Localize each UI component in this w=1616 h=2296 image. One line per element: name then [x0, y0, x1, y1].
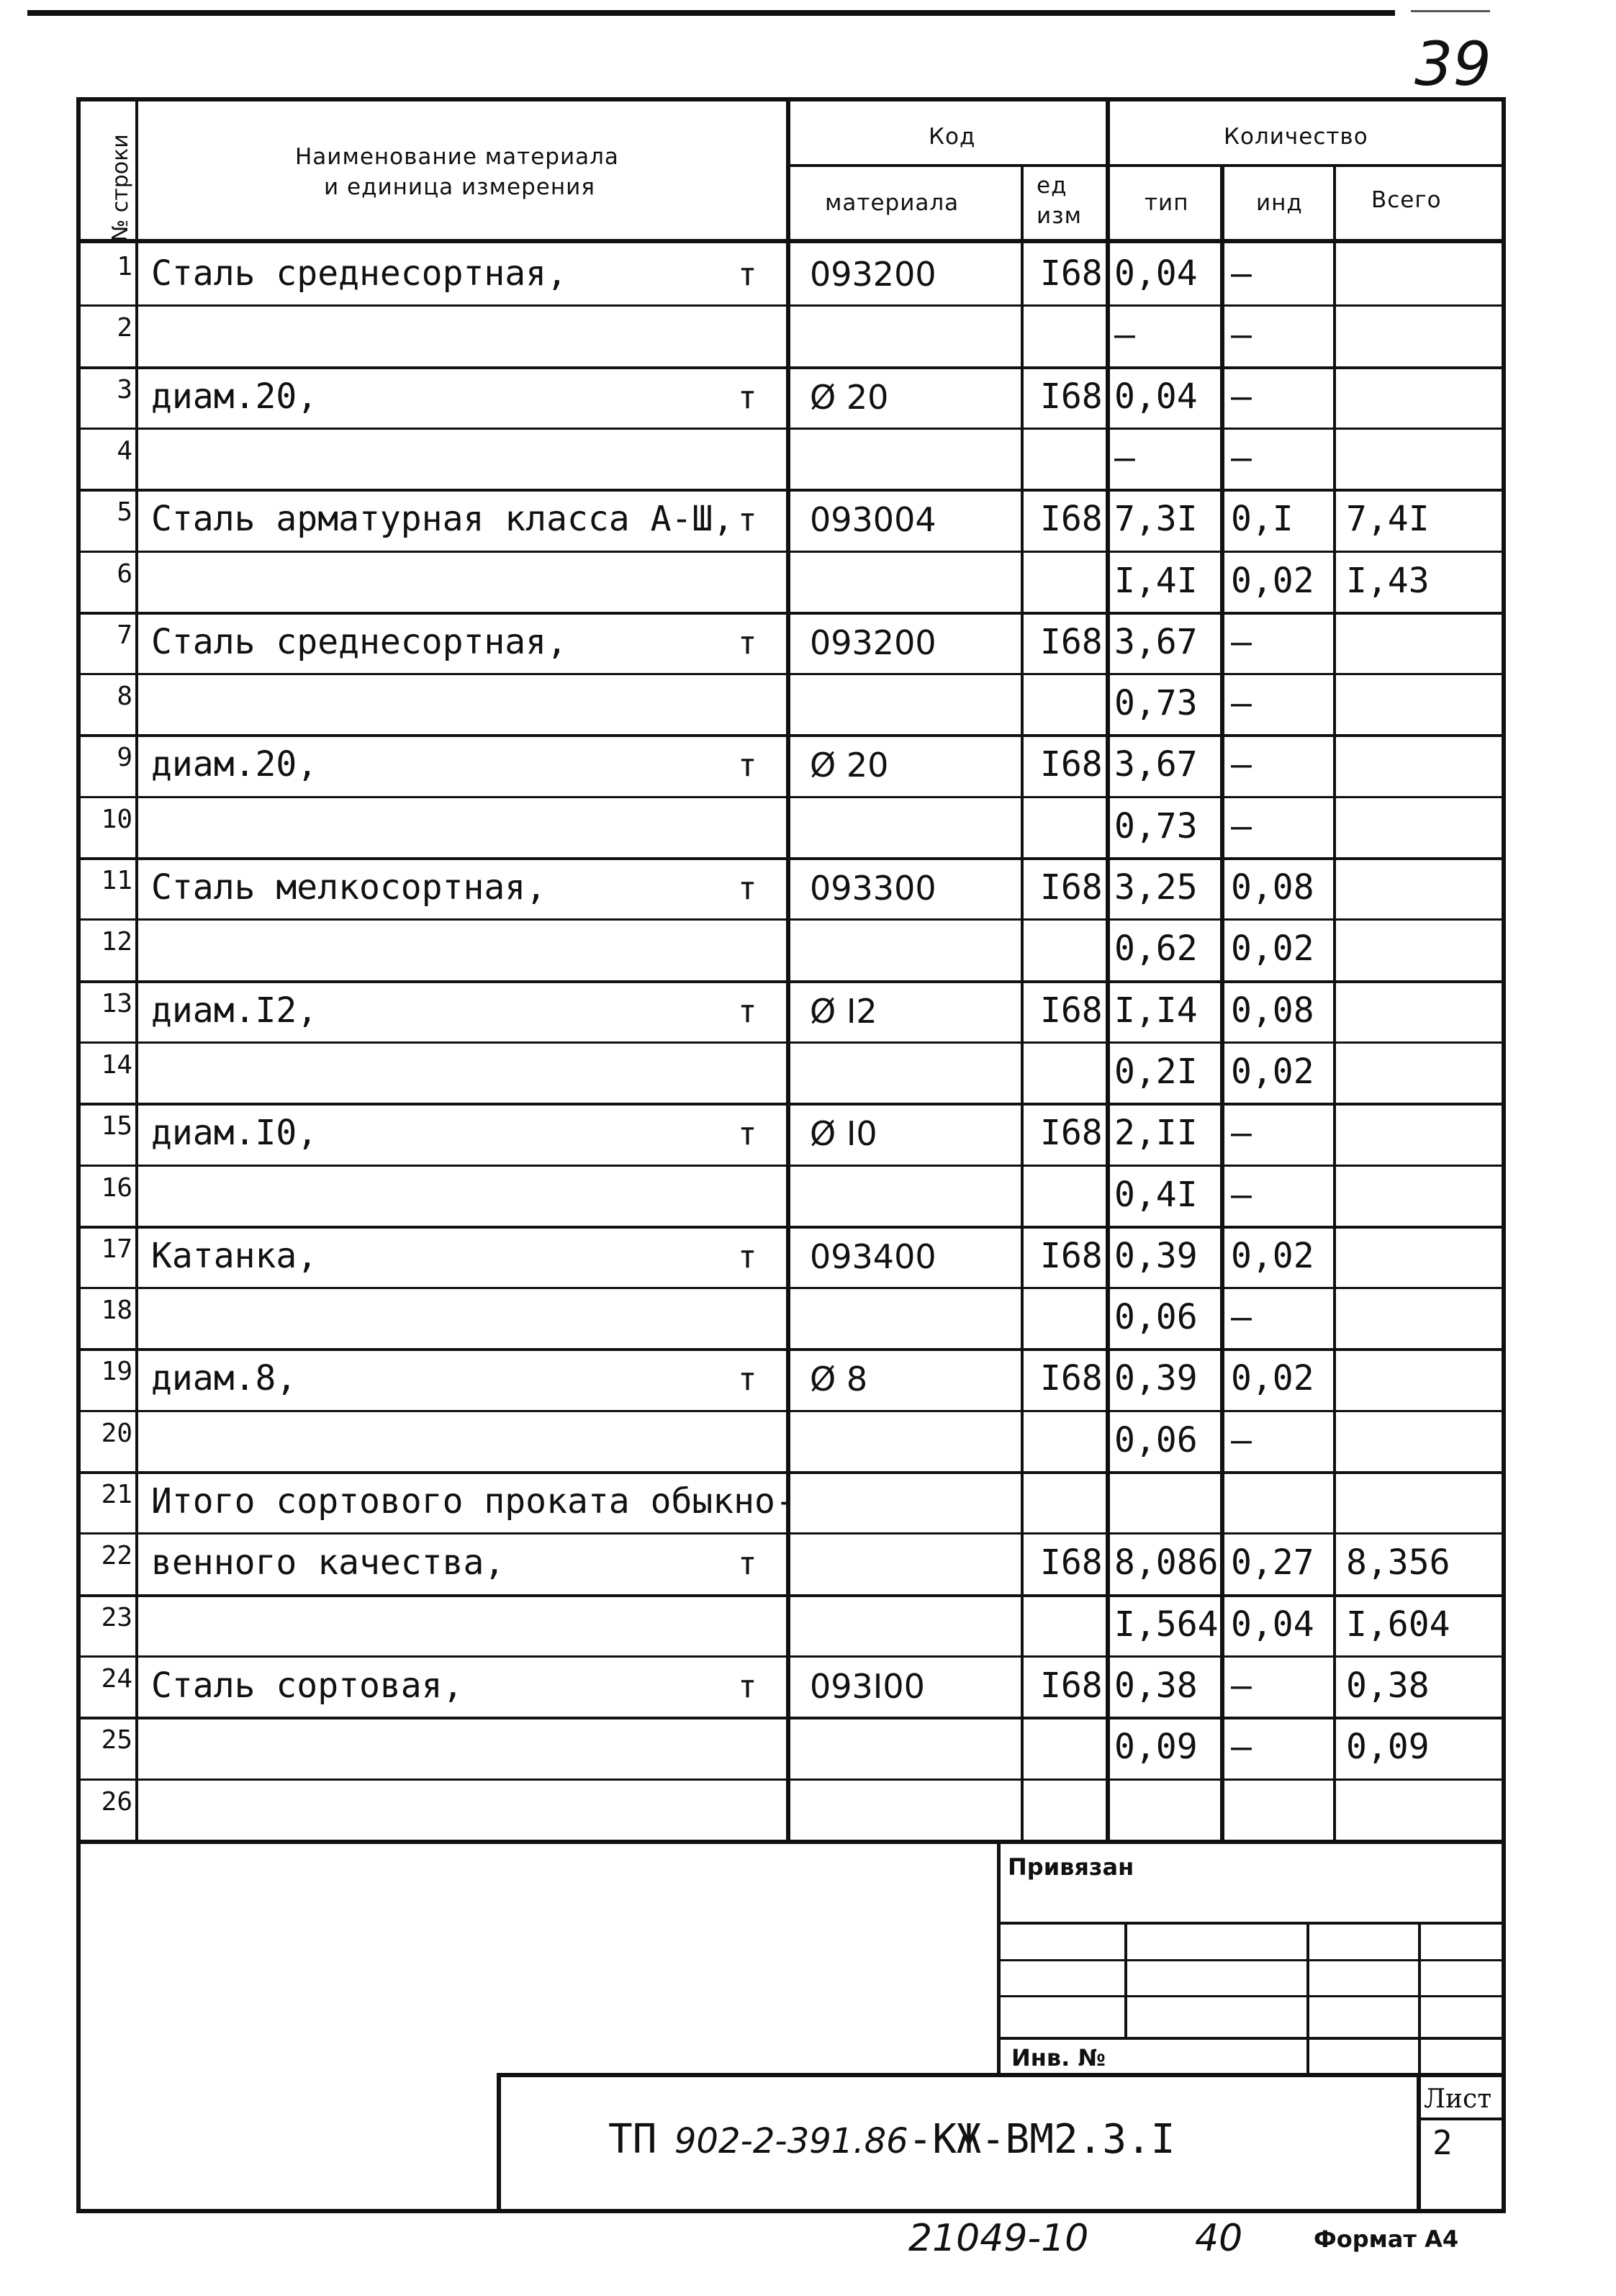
header-qty-ind: инд — [1256, 190, 1303, 216]
cell-code: 093004 — [810, 500, 936, 539]
row-divider — [76, 1471, 1506, 1474]
header-code-unit-l2: изм — [1037, 203, 1083, 229]
cell-typ: I,564 — [1114, 1604, 1219, 1645]
cell-name: Катанка, — [151, 1236, 318, 1276]
cell-ind: – — [1231, 376, 1252, 417]
cell-ind: 0,02 — [1231, 928, 1314, 969]
cell-n: 23 — [101, 1603, 132, 1632]
cell-name: Сталь среднесортная, — [151, 622, 567, 662]
row-divider — [76, 366, 1506, 369]
line-sheet-left — [1417, 2073, 1421, 2213]
cell-ind: – — [1231, 622, 1252, 662]
cell-typ: I,4I — [1114, 561, 1198, 601]
line-sheet-mid — [1417, 2118, 1506, 2120]
cell-name: Сталь сортовая, — [151, 1665, 464, 1706]
cell-unit: т — [738, 625, 757, 661]
row-divider — [76, 551, 1506, 553]
cell-n: 8 — [117, 682, 132, 711]
line-table-bottom — [76, 1840, 1506, 1844]
cell-n: 11 — [101, 866, 132, 895]
cell-n: 26 — [101, 1787, 132, 1817]
cell-typ: 0,09 — [1114, 1727, 1198, 1767]
cell-n: 18 — [101, 1296, 132, 1325]
cell-unit: т — [738, 379, 757, 416]
cell-name: Сталь среднесортная, — [151, 253, 567, 294]
row-divider — [76, 1717, 1506, 1719]
cell-unit: т — [738, 1668, 757, 1705]
cell-ed: I68 — [1040, 253, 1103, 294]
cell-ind: – — [1231, 806, 1252, 846]
cell-ind: 0,08 — [1231, 990, 1314, 1031]
row-divider — [76, 1226, 1506, 1229]
line-stamp-1 — [997, 1922, 1506, 1925]
stamp-inv-label: Инв. № — [1011, 2044, 1106, 2071]
cell-ind: – — [1231, 1175, 1252, 1215]
cell-ed: I68 — [1040, 1665, 1103, 1706]
row-divider — [76, 1287, 1506, 1289]
cell-typ: 3,25 — [1114, 867, 1198, 908]
cell-name: диам.8, — [151, 1358, 297, 1398]
cell-ind: 0,I — [1231, 499, 1294, 539]
header-qty-total: Всего — [1371, 187, 1442, 213]
cell-typ: 0,04 — [1114, 253, 1198, 294]
cell-typ: 0,06 — [1114, 1420, 1198, 1460]
cell-unit: т — [738, 256, 757, 293]
line-stamp-v1 — [1124, 1922, 1127, 2037]
cell-ind: 0,02 — [1231, 1358, 1314, 1398]
cell-ed: I68 — [1040, 499, 1103, 539]
cell-code: Ø I2 — [810, 992, 877, 1031]
cell-typ: – — [1114, 315, 1135, 355]
cell-total: 7,4I — [1346, 499, 1430, 539]
doc-prefix: ТП — [608, 2116, 657, 2163]
cell-unit: т — [738, 1545, 757, 1582]
cell-ind: – — [1231, 744, 1252, 785]
row-divider — [76, 734, 1506, 737]
row-divider — [76, 1103, 1506, 1106]
line-title-top — [497, 2073, 1506, 2077]
cell-ind: 0,08 — [1231, 867, 1314, 908]
line-col-name — [786, 97, 790, 1843]
cell-ed: I68 — [1040, 867, 1103, 908]
cell-ind: – — [1231, 1665, 1252, 1706]
line-col-code — [1021, 164, 1024, 1843]
line-stamp-left — [997, 1840, 1001, 2077]
cell-code: 093300 — [810, 869, 936, 908]
cell-ed: I68 — [1040, 1542, 1103, 1583]
cell-ind: – — [1231, 683, 1252, 723]
cell-total: I,43 — [1346, 561, 1430, 601]
cell-n: 7 — [117, 620, 132, 650]
line-header-bottom — [76, 239, 1506, 243]
stamp-attached-label: Привязан — [1008, 1853, 1134, 1881]
cell-typ: 3,67 — [1114, 622, 1198, 662]
cell-n: 22 — [101, 1541, 132, 1570]
doc-suffix: -КЖ-ВМ2.3.I — [908, 2116, 1175, 2163]
doc-hand-number: 902-2-391.86 — [674, 2121, 908, 2161]
row-divider — [76, 1655, 1506, 1658]
cell-name: венного качества, — [151, 1542, 505, 1583]
cell-ind: – — [1231, 1113, 1252, 1153]
cell-code: Ø I0 — [810, 1114, 877, 1153]
line-stamp-v2 — [1306, 1922, 1309, 2073]
cell-unit: т — [738, 1361, 757, 1398]
row-divider — [76, 1165, 1506, 1167]
cell-ind: – — [1231, 315, 1252, 355]
line-col-typ — [1220, 164, 1224, 1843]
line-stamp-2 — [997, 1959, 1506, 1961]
cell-typ: 0,2I — [1114, 1052, 1198, 1092]
row-divider — [76, 612, 1506, 615]
cell-typ: 0,39 — [1114, 1236, 1198, 1276]
header-qty-typ: тип — [1145, 190, 1189, 216]
cell-ed: I68 — [1040, 744, 1103, 785]
cell-typ: 0,04 — [1114, 376, 1198, 417]
cell-unit: т — [738, 1239, 757, 1275]
cell-n: 12 — [101, 927, 132, 957]
cell-n: 2 — [117, 313, 132, 343]
header-code-material: материала — [825, 190, 960, 216]
cell-typ: 0,62 — [1114, 928, 1198, 969]
cell-n: 20 — [101, 1419, 132, 1448]
cell-unit: т — [738, 870, 757, 907]
cell-code: Ø 20 — [810, 746, 889, 785]
line-col-rownum — [135, 97, 138, 1843]
cell-n: 16 — [101, 1173, 132, 1203]
cell-n: 13 — [101, 989, 132, 1018]
row-divider — [76, 857, 1506, 860]
cell-name: Итого сортового проката обыкно- — [151, 1481, 796, 1522]
footer-hand-num: 40 — [1195, 2217, 1243, 2260]
cell-total: I,604 — [1346, 1604, 1450, 1645]
cell-name: диам.I0, — [151, 1113, 318, 1153]
row-divider — [76, 918, 1506, 921]
cell-typ: 8,086 — [1114, 1542, 1219, 1583]
cell-ind: 0,04 — [1231, 1604, 1314, 1645]
row-divider — [76, 796, 1506, 798]
header-name-line1: Наименование материала — [295, 144, 619, 170]
cell-ind: – — [1231, 1420, 1252, 1460]
row-divider — [76, 1041, 1506, 1044]
cell-typ: 0,4I — [1114, 1175, 1198, 1215]
cell-code: 093400 — [810, 1237, 936, 1276]
row-divider — [76, 673, 1506, 675]
cell-n: 19 — [101, 1357, 132, 1386]
cell-n: 25 — [101, 1725, 132, 1755]
cell-typ: 0,38 — [1114, 1665, 1198, 1706]
row-divider — [76, 1410, 1506, 1412]
cell-typ: 0,06 — [1114, 1297, 1198, 1337]
cell-n: 4 — [117, 436, 132, 466]
cell-n: 17 — [101, 1234, 132, 1264]
cell-typ: 0,73 — [1114, 806, 1198, 846]
line-stamp-v3 — [1418, 1922, 1421, 2073]
row-divider — [76, 1779, 1506, 1781]
cell-n: 3 — [117, 375, 132, 404]
cell-code: 093200 — [810, 255, 936, 294]
row-divider — [76, 1532, 1506, 1535]
row-divider — [76, 304, 1506, 307]
cell-n: 15 — [101, 1111, 132, 1141]
cell-code: Ø 20 — [810, 378, 889, 417]
cell-ed: I68 — [1040, 622, 1103, 662]
line-col-ind — [1333, 164, 1336, 1843]
cell-name: Сталь мелкосортная, — [151, 867, 547, 908]
line-col-unit — [1106, 97, 1110, 1843]
row-divider — [76, 1594, 1506, 1597]
cell-name: Сталь арматурная класса А-Ш, — [151, 499, 734, 539]
header-code-unit-l1: ед — [1037, 173, 1067, 199]
cell-typ: 0,73 — [1114, 683, 1198, 723]
cell-n: 6 — [117, 559, 132, 589]
cell-typ: 7,3I — [1114, 499, 1198, 539]
cell-unit: т — [738, 1116, 757, 1152]
header-code: Код — [929, 124, 976, 150]
cell-typ: 0,39 — [1114, 1358, 1198, 1398]
cell-ed: I68 — [1040, 1113, 1103, 1153]
line-header-mid — [786, 164, 1506, 167]
cell-typ: – — [1114, 438, 1135, 478]
cell-name: диам.20, — [151, 376, 318, 417]
cell-code: 093200 — [810, 623, 936, 662]
cell-unit: т — [738, 747, 757, 784]
cell-n: 21 — [101, 1480, 132, 1509]
cell-ind: 0,02 — [1231, 1052, 1314, 1092]
cell-ed: I68 — [1040, 990, 1103, 1031]
cell-ed: I68 — [1040, 1236, 1103, 1276]
row-divider — [76, 489, 1506, 492]
cell-code: Ø 8 — [810, 1360, 868, 1398]
cell-ind: 0,02 — [1231, 561, 1314, 601]
page-number: 39 — [1414, 29, 1491, 99]
doc-designation — [608, 2116, 1175, 2163]
row-divider — [76, 428, 1506, 430]
top-border-line — [27, 10, 1395, 16]
row-divider — [76, 1348, 1506, 1351]
footer-format: Формат А4 — [1314, 2225, 1459, 2253]
cell-n: 10 — [101, 805, 132, 834]
cell-n: 5 — [117, 497, 132, 527]
cell-ind: 0,02 — [1231, 1236, 1314, 1276]
top-border-line-right — [1411, 10, 1490, 12]
cell-unit: т — [738, 993, 757, 1030]
header-row-no: № строки — [108, 134, 133, 242]
header-name-line2: и единица измерения — [324, 174, 595, 200]
footer-hand-code: 21049-10 — [908, 2217, 1089, 2260]
row-divider — [76, 980, 1506, 983]
line-title-left — [497, 2073, 501, 2213]
cell-unit: т — [738, 502, 757, 538]
cell-code: 093I00 — [810, 1667, 925, 1706]
cell-ind: – — [1231, 253, 1252, 294]
cell-ed: I68 — [1040, 1358, 1103, 1398]
sheet-value: 2 — [1432, 2123, 1453, 2162]
cell-typ: 3,67 — [1114, 744, 1198, 785]
header-quantity: Количество — [1224, 124, 1368, 150]
cell-ed: I68 — [1040, 376, 1103, 417]
cell-n: 9 — [117, 743, 132, 772]
cell-n: 1 — [117, 252, 132, 281]
cell-ind: – — [1231, 1727, 1252, 1767]
cell-ind: – — [1231, 1297, 1252, 1337]
cell-total: 8,356 — [1346, 1542, 1450, 1583]
cell-n: 24 — [101, 1664, 132, 1694]
cell-ind: – — [1231, 438, 1252, 478]
cell-total: 0,38 — [1346, 1665, 1430, 1706]
sheet-label: Лист — [1424, 2084, 1492, 2114]
cell-name: диам.I2, — [151, 990, 318, 1031]
cell-ind: 0,27 — [1231, 1542, 1314, 1583]
cell-typ: I,I4 — [1114, 990, 1198, 1031]
cell-n: 14 — [101, 1050, 132, 1080]
line-stamp-4 — [997, 2037, 1506, 2040]
cell-typ: 2,II — [1114, 1113, 1198, 1153]
line-stamp-3 — [997, 1995, 1506, 1997]
cell-total: 0,09 — [1346, 1727, 1430, 1767]
cell-name: диам.20, — [151, 744, 318, 785]
